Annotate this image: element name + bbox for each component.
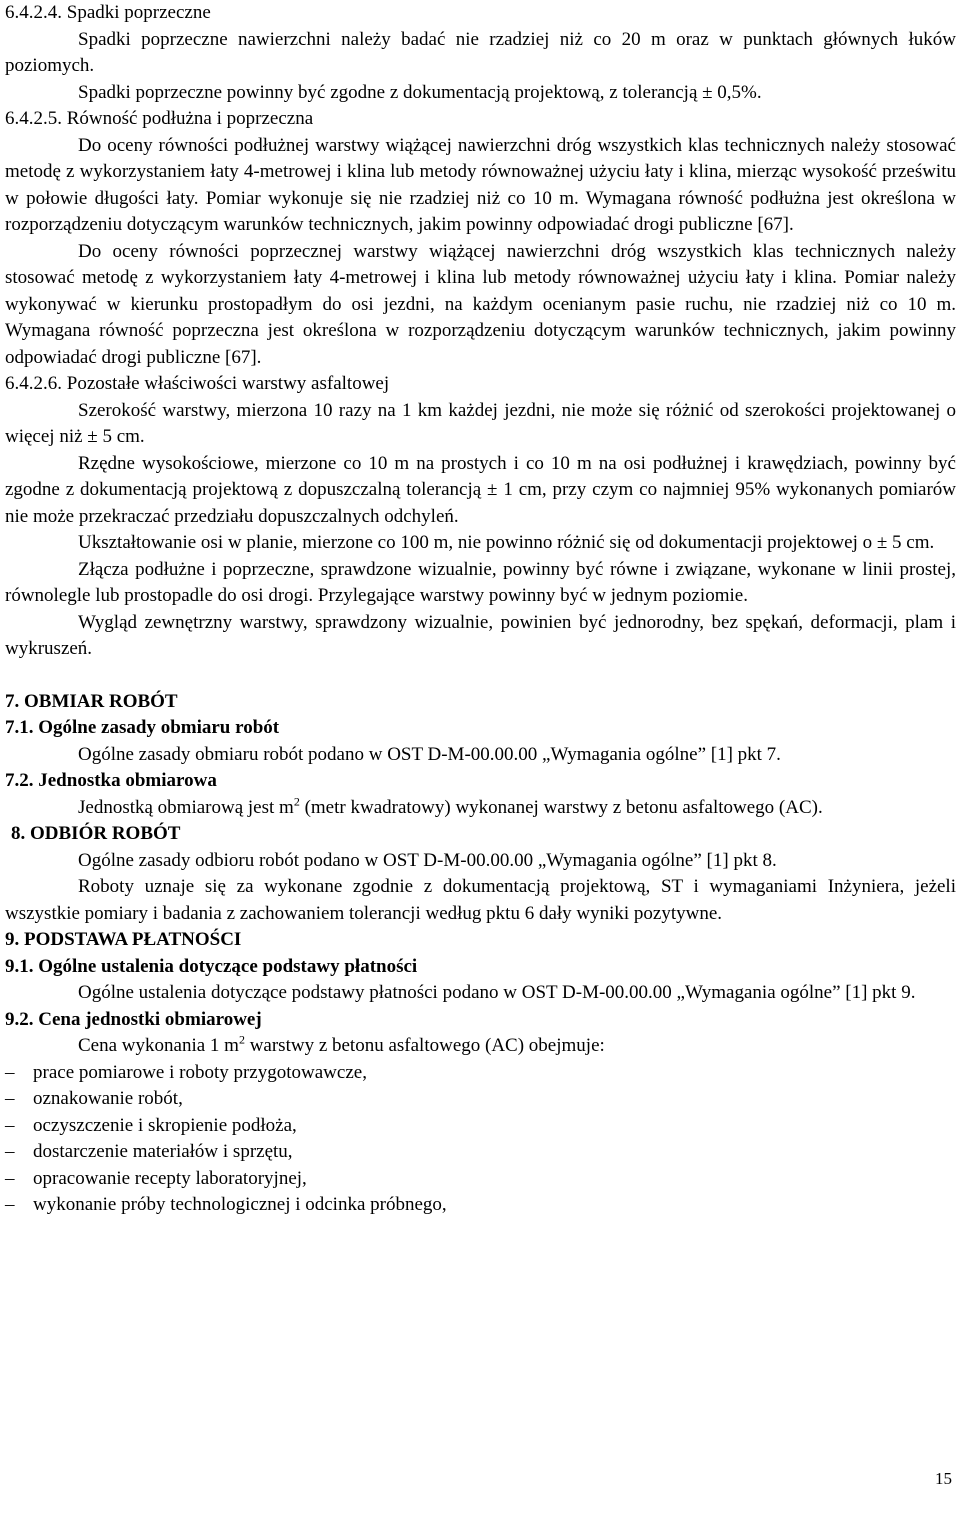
paragraph: Ogólne ustalenia dotyczące podstawy płatności podano w OST D-M-00.00.00 „Wymagania ogólne” [1] pkt 9.	[78, 982, 916, 1003]
paragraph: Spadki poprzeczne powinny być zgodne z dokumentacją projektową, z tolerancją ± 0,5%.	[78, 81, 762, 103]
paragraph: Złącza podłużne i poprzeczne, sprawdzone wizualnie, powinny być równe i związane, wykonane w linii prostej, równolegle lub prostopadle do osi drogi. Przylegające warstwy powinny być w jednym poziomie.	[5, 558, 956, 606]
dash-bullet: –	[5, 1167, 15, 1189]
list-item	[5, 1139, 956, 1166]
paragraph: Roboty uznaje się za wykonane zgodnie z dokumentacją projektową, ST i wymaganiami Inżyniera, jeżeli wszystkie pomiary i badania z zachowaniem tolerancji według pktu 6 dały wyniki pozytywne.	[5, 876, 956, 924]
section-heading-6-4-2-6: 6.4.2.6. Pozostałe właściwości warstwy asfaltowej	[5, 373, 390, 394]
list-item-text: wykonanie próby technologicznej i odcinka próbnego,	[33, 1194, 447, 1215]
price-items-list	[5, 1060, 956, 1219]
list-item	[5, 1060, 956, 1087]
superscript: 2	[238, 1032, 245, 1047]
dash-bullet: –	[5, 1141, 15, 1162]
section-heading-7-2: 7.2. Jednostka obmiarowa	[5, 770, 217, 791]
dash-bullet: –	[5, 1061, 15, 1083]
paragraph: Ogólne zasady odbioru robót podano w OST D-M-00.00.00 „Wymagania ogólne” [1] pkt 8.	[78, 849, 777, 871]
text-fragment: Cena wykonania 1 m	[78, 1035, 239, 1056]
section-heading-9-1: 9.1. Ogólne ustalenia dotyczące podstawy płatności	[5, 955, 418, 977]
section-heading-6-4-2-5: 6.4.2.5. Równość podłużna i poprzeczna	[5, 108, 314, 129]
dash-bullet: –	[5, 1194, 15, 1215]
list-item	[5, 1166, 956, 1193]
paragraph: Ukształtowanie osi w planie, mierzone co 100 m, nie powinno różnić się od dokumentacji projektowej o ± 5 cm.	[78, 532, 935, 553]
dash-bullet: –	[5, 1088, 15, 1109]
list-item	[5, 1192, 956, 1219]
paragraph-price	[5, 1033, 956, 1060]
superscript: 2	[293, 794, 300, 809]
list-item-text: dostarczenie materiałów i sprzętu,	[33, 1141, 293, 1162]
paragraph: Spadki poprzeczne nawierzchni należy badać nie rzadziej niż co 20 m oraz w punktach głównych łuków poziomych.	[5, 28, 956, 76]
paragraph: Do oceny równości poprzecznej warstwy wiążącej nawierzchni dróg wszystkich klas technicznych należy stosować metodę z wykorzystaniem łaty 4-metrowej i klina lub metody równoważnej użyciu łaty i klina. Pomiar należy wykonywać w kierunku prostopadłym do osi jezdni, na każdym ocenianym pasie ruchu, nie rzadziej niż co 10 m. Wymagana równość poprzeczna jest określona w rozporządzeniu dotyczącym warunków technicznych, jakim powinny odpowiadać drogi publiczne [67].	[5, 240, 956, 368]
spacer	[5, 663, 956, 689]
paragraph: Do oceny równości podłużnej warstwy wiążącej nawierzchni dróg wszystkich klas technicznych należy stosować metodę z wykorzystaniem łaty 4-metrowej i klina lub metody równoważnej użyciu łaty i klina, mierząc wysokość prześwitu w połowie długości łaty. Pomiar wykonuje się nie rzadziej niż co 10 m. Wymagana równość podłużna jest określona w rozporządzeniu dotyczącym warunków technicznych, jakim powinny odpowiadać drogi publiczne [67].	[5, 134, 956, 235]
document-page	[5, 0, 956, 1219]
section-heading-9-2: 9.2. Cena jednostki obmiarowej	[5, 1008, 262, 1030]
section-heading-6-4-2-4: 6.4.2.4. Spadki poprzeczne	[5, 2, 211, 23]
list-item-text: opracowanie recepty laboratoryjnej,	[33, 1167, 307, 1189]
dash-bullet: –	[5, 1114, 15, 1136]
list-item-text: oczyszczenie i skropienie podłoża,	[33, 1114, 297, 1136]
section-heading-8: 8. ODBIÓR ROBÓT	[11, 823, 181, 844]
list-item-text: oznakowanie robót,	[33, 1088, 183, 1109]
section-heading-9: 9. PODSTAWA PŁATNOŚCI	[5, 929, 242, 950]
text-fragment: (metr kwadratowy) wykonanej warstwy z betonu asfaltowego (AC).	[299, 796, 823, 818]
paragraph: Ogólne zasady obmiaru robót podano w OST D-M-00.00.00 „Wymagania ogólne” [1] pkt 7.	[78, 743, 781, 765]
page-number: 15	[935, 1469, 952, 1488]
list-item-text: prace pomiarowe i roboty przygotowawcze,	[33, 1061, 367, 1083]
paragraph-unit	[5, 795, 956, 822]
text-fragment: warstwy z betonu asfaltowego (AC) obejmuje:	[244, 1035, 605, 1056]
section-heading-7-1: 7.1. Ogólne zasady obmiaru robót	[5, 717, 280, 738]
list-item	[5, 1113, 956, 1140]
paragraph: Rzędne wysokościowe, mierzone co 10 m na prostych i co 10 m na osi podłużnej i krawędziach, powinny być zgodne z dokumentacją projektową z dopuszczalną tolerancją ± 1 cm, przy czym co najmniej 95% wykonanych pomiarów nie może przekraczać przedziału dopuszczalnych odchyleń.	[5, 452, 956, 527]
section-heading-7: 7. OBMIAR ROBÓT	[5, 690, 178, 712]
paragraph: Wygląd zewnętrzny warstwy, sprawdzony wizualnie, powinien być jednorodny, bez spękań, deformacji, plam i wykruszeń.	[5, 611, 956, 659]
list-item	[5, 1086, 956, 1113]
text-fragment: Jednostką obmiarową jest m	[78, 796, 294, 818]
paragraph: Szerokość warstwy, mierzona 10 razy na 1 km każdej jezdni, nie może się różnić od szerokości projektowanej o więcej niż ± 5 cm.	[5, 399, 956, 447]
